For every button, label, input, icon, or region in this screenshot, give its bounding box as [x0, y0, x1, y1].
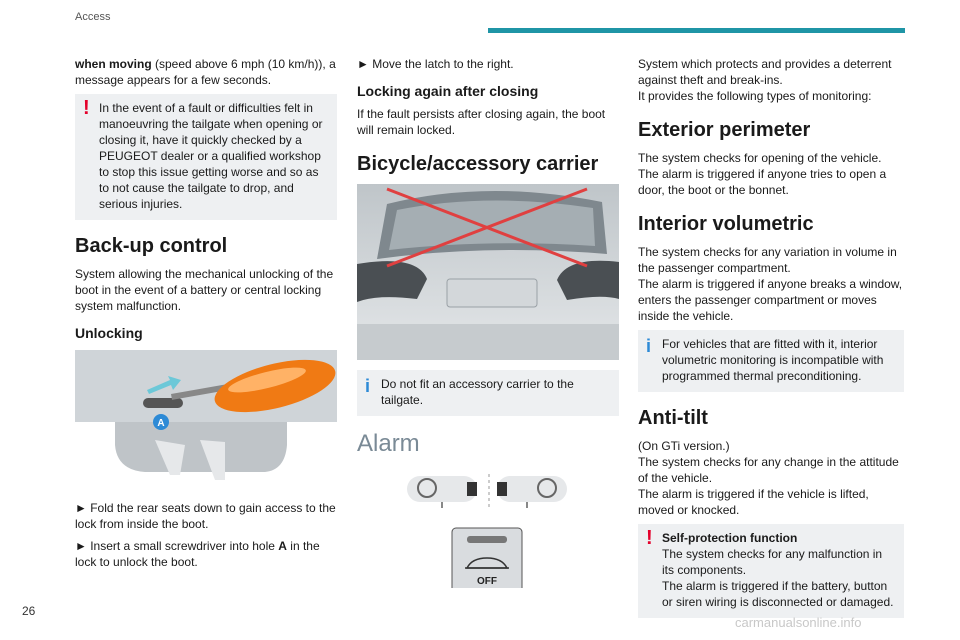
- heading-backup-control: Back-up control: [75, 235, 228, 257]
- step-insert-screwdriver: ► Insert a small screwdriver into hole A in the lock to unlock the boot.: [75, 539, 320, 569]
- alarm-off-label: OFF: [477, 576, 497, 587]
- heading-exterior-perimeter: Exterior perimeter: [638, 119, 811, 141]
- intro-rest: (speed above 6 mph (10 km/h)), a message appears for a few seconds.: [75, 57, 336, 87]
- alarm-intro: System which protects and provides a deterrent against theft and break-ins. It provides the following types of monitoring:: [638, 57, 892, 103]
- heading-unlocking: Unlocking: [75, 325, 143, 341]
- warning-notice: [75, 94, 337, 220]
- intro-bold: when moving: [75, 57, 152, 71]
- watermark: carmanualsonline.info: [735, 615, 862, 630]
- heading-interior-volumetric: Interior volumetric: [638, 213, 814, 235]
- car-rear-illustration: [357, 184, 619, 360]
- self-protection-text: Self-protection function The system checks for any malfunction in its components. The alarm is triggered if the battery, button or siren wiring is disconnected or damaged.: [662, 531, 894, 609]
- latch-screwdriver-illustration: [75, 350, 337, 490]
- backup-text: System allowing the mechanical unlocking of the boot in the event of a battery or central locking system malfunction.: [75, 267, 334, 313]
- column-3: [638, 56, 904, 628]
- self-protection-notice: [638, 524, 904, 618]
- heading-anti-tilt: Anti-tilt: [638, 407, 708, 429]
- exterior-text: The system checks for opening of the vehicle. The alarm is triggered if anyone tries to open a door, the boot or the bonnet.: [638, 151, 887, 197]
- alarm-button-illustration: [357, 468, 619, 588]
- warning-icon: !: [646, 527, 653, 549]
- carrier-note-text: Do not fit an accessory carrier to the tailgate.: [381, 377, 574, 407]
- column-1: [75, 56, 337, 576]
- step-fold-seats: ► Fold the rear seats down to gain access to the lock from inside the boot.: [75, 501, 336, 531]
- intro-paragraph: [75, 56, 337, 88]
- callout-label-a: A: [157, 418, 165, 429]
- info-icon: i: [646, 336, 652, 356]
- warning-text: In the event of a fault or difficulties felt in manoeuvring the tailgate when opening or closing it, have it quickly checked by a PEUGEOT dealer or a qualified workshop to stop this issue getting worse and so as to not cause the tailgate to drop, and serious injuries.: [99, 101, 323, 211]
- interior-note-text: For vehicles that are fitted with it, interior volumetric monitoring is incompatible with programmed thermal preconditioning.: [662, 337, 884, 383]
- heading-locking-again: Locking again after closing: [357, 83, 539, 99]
- heading-alarm: Alarm: [357, 430, 420, 457]
- warning-icon: !: [83, 97, 90, 119]
- interior-text: The system checks for any variation in volume in the passenger compartment. The alarm is triggered if anyone breaks a window, enters the passenger compartment or moves inside the vehicle.: [638, 245, 903, 323]
- anti-tilt-text: (On GTi version.) The system checks for any change in the attitude of the vehicle. The alarm is triggered if the vehicle is lifted, moved or knocked.: [638, 439, 899, 517]
- header-accent-bar: [488, 28, 905, 33]
- step-move-latch: ► Move the latch to the right.: [357, 57, 514, 71]
- page-number: 26: [22, 604, 36, 618]
- relock-text: If the fault persists after closing again, the boot will remain locked.: [357, 107, 606, 137]
- info-icon: i: [365, 376, 371, 396]
- section-title: Access: [75, 11, 111, 23]
- carrier-info-notice: [357, 370, 619, 416]
- interior-info-notice: [638, 330, 904, 392]
- heading-bicycle-carrier: Bicycle/accessory carrier: [357, 153, 599, 175]
- column-2: [357, 56, 619, 588]
